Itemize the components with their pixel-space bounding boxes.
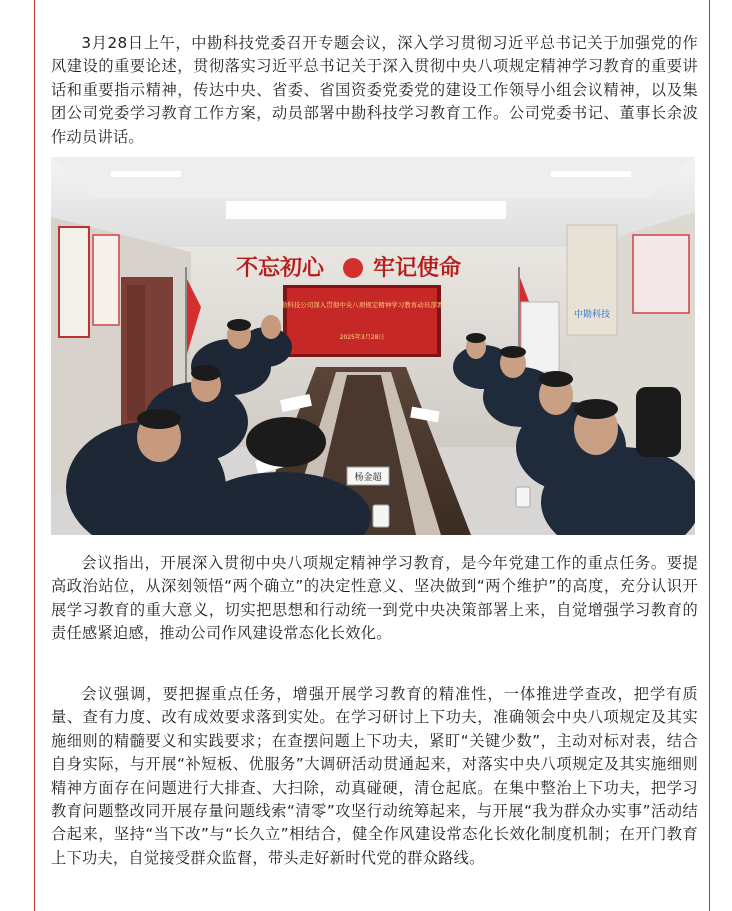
- screen-title: 中勘科技公司深入贯彻中央八项规定精神学习教育动员部署会: [274, 301, 450, 309]
- name-card: 杨金超: [354, 473, 382, 483]
- paragraph-intro: 3月28日上午，中勘科技党委召开专题会议，深入学习贯彻习近平总书记关于加强党的作风建设的重要论述，贯彻落实习近平总书记关于深入贯彻中央八项规定精神学习教育的重要讲话和重要指示精神，传达中央、省委、省国资委党委党的建设工作领导小组会议精神，以及集团公司党委学习教育工作方案，动员部署中勘科技学习教育工作。公司党委书记、董事长余波作动员讲话。: [51, 34, 698, 146]
- wall-slogan-left: 不忘初心: [236, 256, 325, 281]
- paragraph-meeting-emphasis: 会议强调，要把握重点任务，增强开展学习教育的精准性，一体推进学查改，把学有质量、查有力度、改有成效要求落到实处。在学习研讨上下功夫，准确领会中央八项规定及其实施细则的精髓要义和实践要求；在查摆问题上下功夫，紧盯“关键少数”，主动对标对表，结合自身实际，与开展“补短板、优服务”大调研活动贯通起来，对落实中央八项规定及其实施细则精神方面存在问题进行大排查、大扫除，动真碰硬，清仓起底。在集中整治上下功夫，把学习教育问题整改同开展存量问题线索“清零”攻坚行动统筹起来，与开展“我为群众办实事”活动结合起来，坚持“当下改”与“长久立”相结合，健全作风建设常态化长效化制度机制；在开门教育上下功夫，自觉接受群众监督，带头走好新时代党的群众路线。: [51, 685, 698, 867]
- brand-text: 中勘科技: [573, 310, 611, 320]
- meeting-photo: [51, 157, 695, 535]
- wall-slogan-right: 牢记使命: [373, 256, 462, 281]
- paragraph-meeting-points: 会议指出，开展深入贯彻中央八项规定精神学习教育，是今年党建工作的重点任务。要提高政治站位，从深刻领悟“两个确立”的决定性意义、坚决做到“两个维护”的高度，充分认识开展学习教育的重大意义，切实把思想和行动统一到党中央决策部署上来，自觉增强学习教育的责任感紧迫感，推动公司作风建设常态化长效化。: [51, 554, 698, 643]
- screen-date: 2025年3月28日: [339, 334, 385, 341]
- party-emblem: [343, 258, 363, 278]
